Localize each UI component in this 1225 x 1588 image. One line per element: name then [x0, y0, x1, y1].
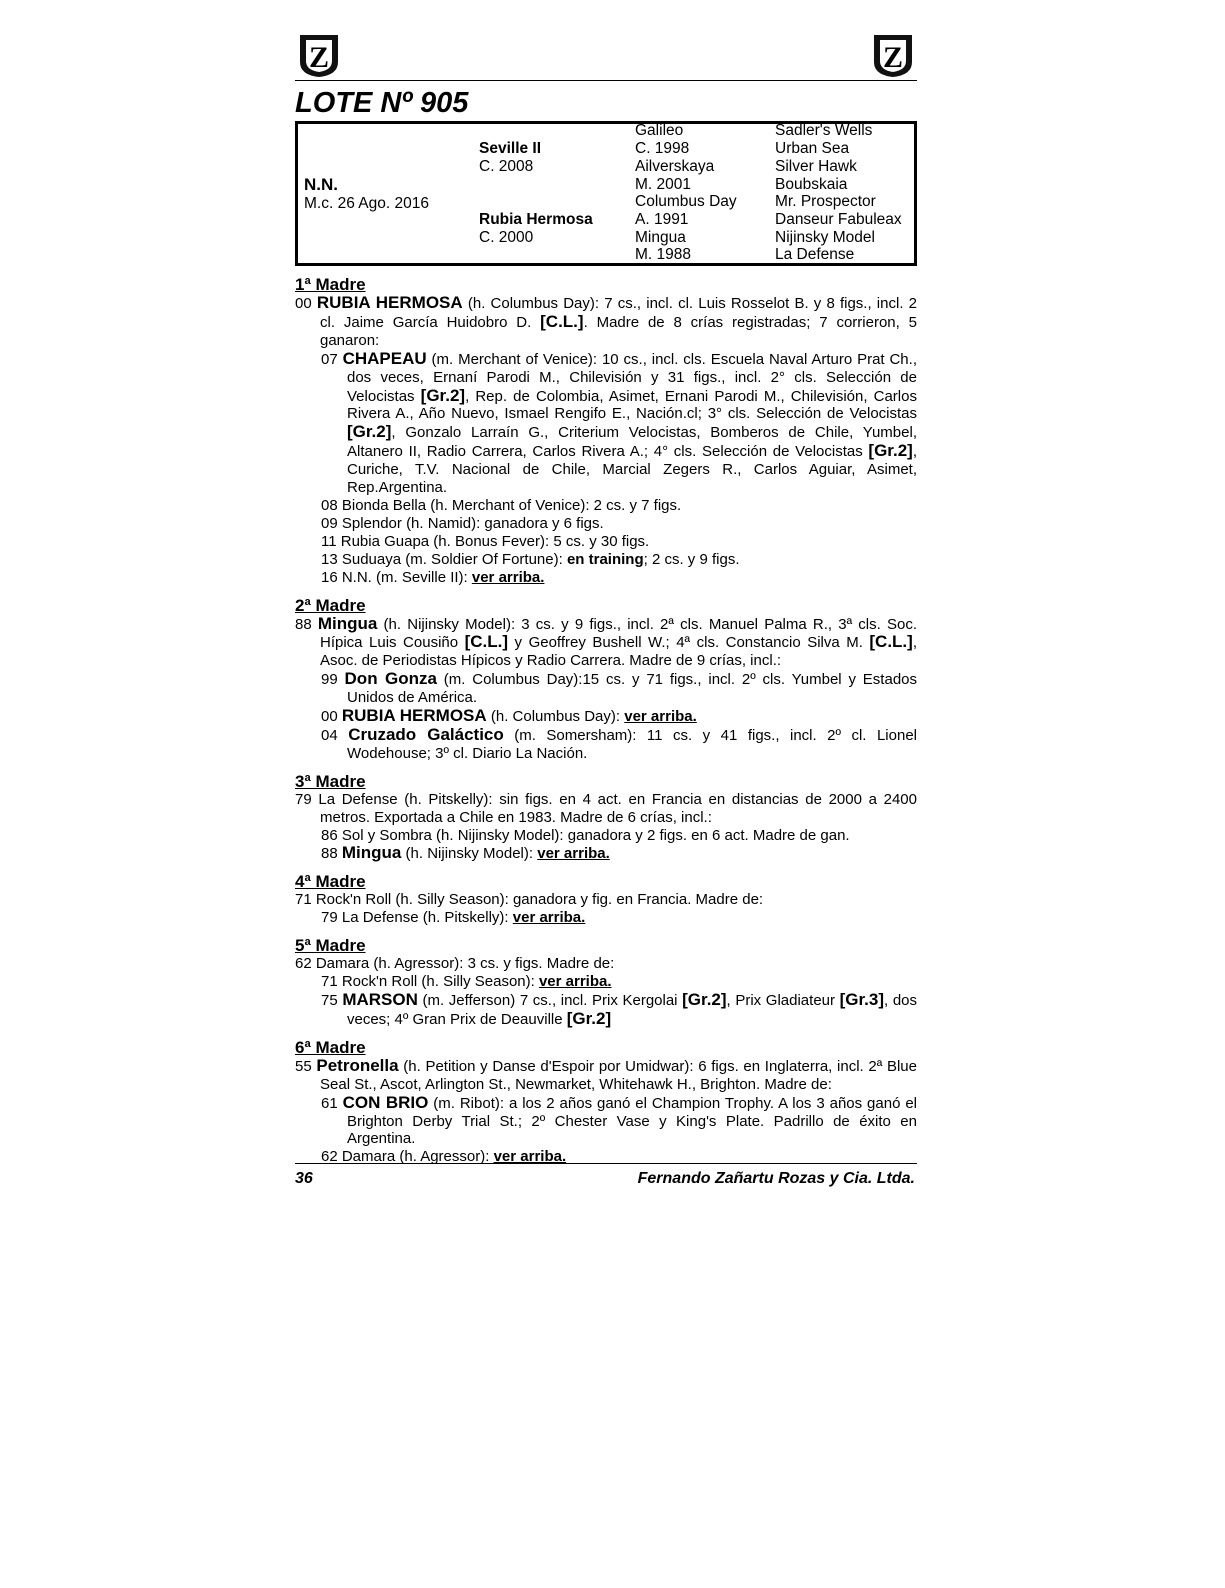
pedigree-cell: Galileo: [635, 122, 684, 139]
offspring-entry: 61 CON BRIO (m. Ribot): a los 2 años ganó el Champion Trophy. A los 3 años ganó el Brighton Derby Trial St.; 2º Chester Vase y King's Plate. Padrillo de éxito en Argentina.: [321, 1092, 917, 1148]
pedigree-cell: Urban Sea: [775, 140, 850, 157]
dam-entry: 71 Rock'n Roll (h. Silly Season): ganadora y fig. en Francia. Madre de:: [295, 891, 764, 909]
dam-name: Rubia Hermosa: [479, 211, 593, 228]
section-heading: 6ª Madre: [295, 1037, 366, 1057]
pedigree-cell: M. 1988: [635, 246, 692, 263]
section-heading: 2ª Madre: [295, 595, 366, 615]
page-number: 36: [295, 1170, 313, 1187]
offspring-entry: 13 Suduaya (m. Soldier Of Fortune): en training; 2 cs. y 9 figs.: [321, 550, 740, 568]
ver-arriba-link[interactable]: ver arriba.: [493, 1148, 567, 1166]
dam-entry: 88 Mingua (h. Nijinsky Model): 3 cs. y 9 figs., incl. 2ª cls. Manuel Palma R., 3ª cls. Soc. Hípica Luis Cousiño [C.L.] y Geoffrey Bushell W.; 4ª cls. Constancio Silva M. [C.L.], Asoc. de Periodistas Hípicos y Radio Carrera. Madre de 9 crías, incl.:: [295, 613, 917, 670]
offspring-entry: 09 Splendor (h. Namid): ganadora y 6 figs.: [321, 514, 604, 532]
pedigree-cell: Mingua: [635, 229, 686, 246]
offspring-entry: 75 MARSON (m. Jefferson) 7 cs., incl. Prix Kergolai [Gr.2], Prix Gladiateur [Gr.3], dos veces; 4º Gran Prix de Deauville [Gr.2]: [321, 990, 918, 1028]
pedigree-cell: Boubskaia: [775, 176, 848, 193]
svg-text:Z: Z: [308, 41, 330, 74]
pedigree-cell: C. 1998: [635, 140, 690, 157]
sire-year: C. 2008: [479, 158, 534, 175]
offspring-entry: 00 RUBIA HERMOSA (h. Columbus Day): ver arriba.: [321, 706, 697, 726]
pedigree-cell: Columbus Day: [635, 193, 737, 210]
offspring-entry: 16 N.N. (m. Seville II): ver arriba.: [321, 568, 545, 586]
horse-birth: M.c. 26 Ago. 2016: [304, 195, 429, 212]
pedigree-cell: A. 1991: [635, 211, 689, 228]
section-second-dam: [295, 597, 917, 763]
offspring-entry: 88 Mingua (h. Nijinsky Model): ver arriba.: [321, 843, 610, 863]
zanartu-logo-icon: [871, 32, 915, 78]
pedigree-cell: M. 2001: [635, 176, 692, 193]
zanartu-logo-icon: [297, 32, 341, 78]
dam-entry: 55 Petronella (h. Petition y Danse d'Espoir por Umidwar): 6 figs. en Inglaterra, incl. 2ª Blue Seal St., Ascot, Arlington St., Newmarket, Whitehawk H., Brighton. Madre de:: [295, 1055, 917, 1093]
pedigree-cell: Silver Hawk: [775, 158, 857, 175]
offspring-entry: 99 Don Gonza (m. Columbus Day):15 cs. y 71 figs., incl. 2º cls. Yumbel y Estados Unidos de América.: [321, 669, 918, 707]
catalog-page: [295, 30, 917, 1166]
dam-entry: 79 La Defense (h. Pitskelly): sin figs. en 4 act. en Francia en distancias de 2000 a 2400 metros. Exportada a Chile en 1983. Madre de 6 crías, incl.:: [295, 790, 917, 826]
section-first-dam: [295, 276, 917, 587]
pedigree-cell: Mr. Prospector: [775, 193, 876, 210]
section-sixth-dam: [295, 1039, 917, 1166]
ver-arriba-link[interactable]: ver arriba.: [471, 568, 545, 586]
section-heading: 4ª Madre: [295, 872, 366, 892]
pedigree-cell: Nijinsky Model: [775, 229, 875, 246]
page-footer: [295, 1163, 917, 1188]
section-fourth-dam: [295, 873, 917, 927]
ver-arriba-link[interactable]: ver arriba.: [537, 845, 610, 863]
offspring-entry: 62 Damara (h. Agressor): ver arriba.: [321, 1148, 567, 1166]
section-heading: 5ª Madre: [295, 936, 366, 956]
offspring-entry: 07 CHAPEAU (m. Merchant of Venice): 10 cs., incl. cls. Escuela Naval Arturo Prat Ch., dos veces, Ernaní Parodi M., Chilevisión y 31 figs., incl. 2° cls. Selección de Velocistas [Gr.2], Rep. de Colombia, Asimet, Ernani Parodi M., Chilevisión, Carlos Rivera A., Año Nuevo, Ismael Rengifo E., Nación.cl; 3° cls. Selección de Velocistas [Gr.2], Gonzalo Larraín G., Criterium Velocistas, Bomberos de Chile, Yumbel, Altanero II, Radio Carrera, Carlos Rivera A.; 4° cls. Selección de Velocistas [Gr.2], Curiche, T.V. Nacional de Chile, Marcial Zegers R., Carlos Aguiar, Asimet, Rep.Argentina.: [321, 348, 917, 497]
section-heading: 3ª Madre: [295, 771, 366, 791]
offspring-entry: 71 Rock'n Roll (h. Silly Season): ver arriba.: [321, 973, 612, 991]
pedigree-cell: La Defense: [775, 246, 855, 263]
ver-arriba-link[interactable]: ver arriba.: [512, 909, 586, 927]
offspring-entry: 08 Bionda Bella (h. Merchant of Venice): 2 cs. y 7 figs.: [321, 496, 682, 514]
offspring-entry: 04 Cruzado Galáctico (m. Somersham): 11 cs. y 41 figs., incl. 2º cl. Lionel Wodehouse; 3º cl. Diario La Nación.: [321, 724, 918, 762]
section-fifth-dam: [295, 937, 917, 1029]
horse-name: N.N.: [304, 175, 338, 194]
svg-text:Z: Z: [882, 41, 904, 74]
dam-entry: 62 Damara (h. Agressor): 3 cs. y figs. Madre de:: [295, 955, 615, 973]
section-heading: 1ª Madre: [295, 275, 366, 294]
offspring-entry: 11 Rubia Guapa (h. Bonus Fever): 5 cs. y 30 figs.: [321, 532, 650, 550]
pedigree-cell: Danseur Fabuleax: [775, 211, 902, 228]
offspring-entry: 86 Sol y Sombra (h. Nijinsky Model): ganadora y 2 figs. en 6 act. Madre de gan.: [321, 826, 850, 844]
pedigree-cell: Ailverskaya: [635, 158, 715, 175]
offspring-entry: 79 La Defense (h. Pitskelly): ver arriba.: [321, 909, 586, 927]
page-header: [295, 30, 917, 81]
lot-title: LOTE Nº 905: [295, 87, 469, 119]
pedigree-cell: Sadler's Wells: [775, 122, 873, 139]
sire-name: Seville II: [479, 140, 542, 157]
dam-entry: 00 RUBIA HERMOSA (h. Columbus Day): 7 cs., incl. cl. Luis Rosselot B. y 8 figs., incl. 2 cl. Jaime García Huidobro D. [C.L.]. Madre de 8 crías registradas; 7 corrieron, 5 ganaron:: [295, 293, 917, 349]
dam-year: C. 2000: [479, 229, 534, 246]
company-name: Fernando Zañartu Rozas y Cia. Ltda.: [637, 1170, 915, 1187]
ver-arriba-link[interactable]: ver arriba.: [538, 973, 612, 991]
ver-arriba-link[interactable]: ver arriba.: [624, 708, 697, 726]
section-third-dam: [295, 773, 917, 864]
pedigree-table: [295, 121, 917, 266]
